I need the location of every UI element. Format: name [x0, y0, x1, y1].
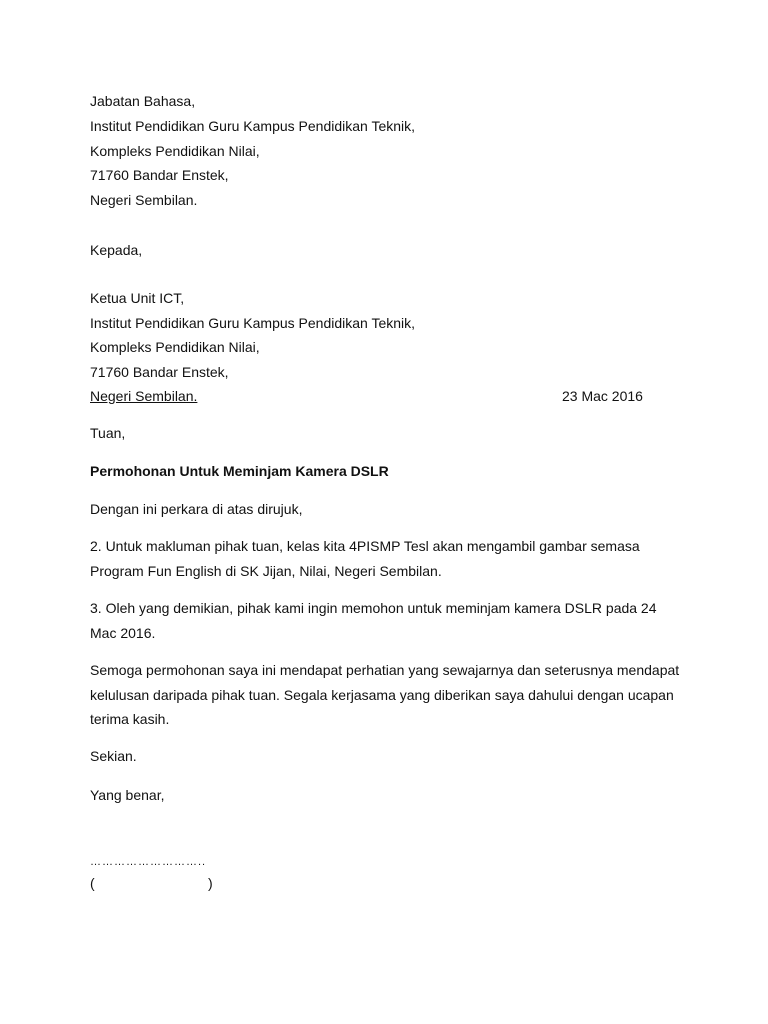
closing-sekian: Sekian. — [90, 748, 137, 764]
signature-paren-open: ( — [90, 875, 95, 891]
body-paragraph-4-line-3: terima kasih. — [90, 711, 170, 727]
body-paragraph-3-line-2: Mac 2016. — [90, 625, 156, 641]
recipient-line-1: Ketua Unit ICT, — [90, 290, 185, 306]
subject-heading: Permohonan Untuk Meminjam Kamera DSLR — [90, 463, 389, 479]
recipient-line-2: Institut Pendidikan Guru Kampus Pendidikan Teknik, — [90, 315, 416, 331]
recipient-line-3: Kompleks Pendidikan Nilai, — [90, 339, 260, 355]
sender-line-3: Kompleks Pendidikan Nilai, — [90, 143, 260, 159]
body-paragraph-3-line-1: 3. Oleh yang demikian, pihak kami ingin memohon untuk meminjam kamera DSLR pada 24 — [90, 600, 657, 616]
salutation: Tuan, — [90, 425, 126, 441]
sender-line-4: 71760 Bandar Enstek, — [90, 167, 229, 183]
recipient-line-4: 71760 Bandar Enstek, — [90, 364, 229, 380]
letter-date: 23 Mac 2016 — [562, 388, 643, 404]
to-label: Kepada, — [90, 242, 143, 258]
body-paragraph-4-line-1: Semoga permohonan saya ini mendapat perhatian yang sewajarnya dan seterusnya mendapat — [90, 662, 680, 678]
body-paragraph-4-line-2: kelulusan daripada pihak tuan. Segala kerjasama yang diberikan saya dahului dengan ucapan — [90, 687, 674, 703]
sender-line-1: Jabatan Bahasa, — [90, 93, 196, 109]
sender-line-2: Institut Pendidikan Guru Kampus Pendidikan Teknik, — [90, 118, 416, 134]
letter-page — [90, 0, 690, 1024]
sender-line-5: Negeri Sembilan. — [90, 192, 198, 208]
signature-dotted-line: ……………………….. — [90, 856, 207, 868]
body-paragraph-2-line-1: 2. Untuk makluman pihak tuan, kelas kita 4PISMP Tesl akan mengambil gambar semasa — [90, 538, 640, 554]
closing-yang-benar: Yang benar, — [90, 787, 165, 803]
body-paragraph-1: Dengan ini perkara di atas dirujuk, — [90, 501, 303, 517]
recipient-line-5: Negeri Sembilan. — [90, 388, 198, 404]
signature-paren-close: ) — [208, 875, 213, 891]
body-paragraph-2-line-2: Program Fun English di SK Jijan, Nilai, Negeri Sembilan. — [90, 563, 442, 579]
